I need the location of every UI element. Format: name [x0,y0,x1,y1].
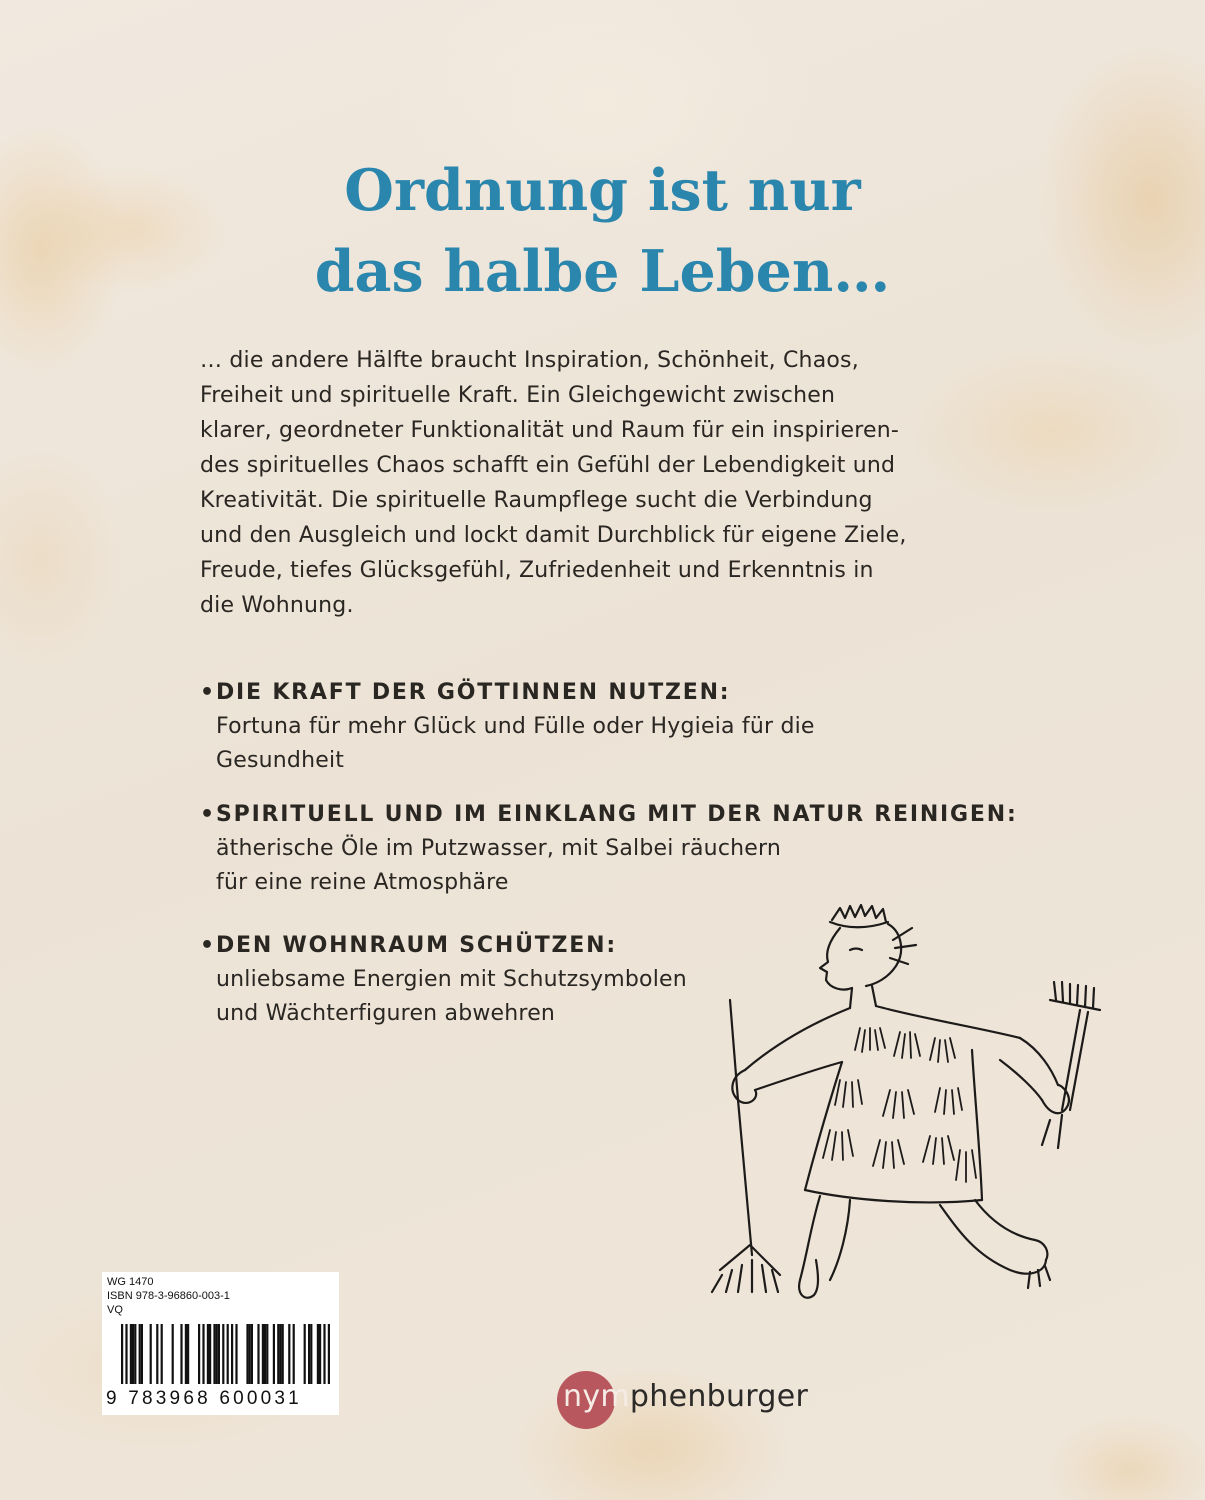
intro-line: Kreativität. Die spirituelle Raumpflege sucht die Verbindung [200,488,873,513]
barcode-bar [213,1324,215,1384]
barcode-label [102,1272,339,1415]
barcode-bar [264,1324,266,1384]
barcode-bar [130,1324,132,1384]
barcode-bar [257,1324,259,1384]
barcode-bar [282,1324,284,1384]
intro-line: und den Ausgleich und lockt damit Durchblick für eigene Ziele, [200,523,907,548]
headline-line-1: Ordnung ist nur [344,157,861,224]
barcode-bar [235,1324,237,1384]
bullet-goddesses [200,676,1020,778]
barcode-bar [266,1324,268,1384]
bullet-text: und Wächterfiguren abwehren [216,1001,556,1026]
barcode-bar [209,1324,211,1384]
barcode-bar [180,1324,182,1384]
barcode-bar [156,1324,158,1384]
barcode-bar [308,1324,310,1384]
intro-line: klarer, geordneter Funktionalität und Raum für ein inspirieren- [200,418,900,443]
barcode-bar [323,1324,325,1384]
bullet-dot: • [200,680,216,705]
logo-text-part: phenburger [629,1379,809,1414]
intro-line: Freude, tiefes Glücksgefühl, Zufriedenheit und Erkenntnis in [200,558,874,583]
bullet-text: ätherische Öle im Putzwasser, mit Salbei räuchern [216,836,781,861]
barcode-wg: WG 1470 [107,1276,154,1288]
barcode-bar [319,1324,321,1384]
bullet-text: Gesundheit [216,748,345,773]
goddess-illustration [690,900,1110,1330]
barcode-bar [231,1324,233,1384]
barcode-bar [202,1324,204,1384]
barcode-bar [227,1324,229,1384]
barcode-bar [134,1324,136,1384]
barcode-bar [150,1324,152,1384]
barcode-bar [249,1324,251,1384]
bullet-title: DIE KRAFT DER GÖTTINNEN NUTZEN: [216,680,731,705]
barcode-bar [310,1324,312,1384]
barcode-bar [304,1324,306,1384]
barcode-bar [273,1324,275,1384]
headline-line-2: das halbe Leben… [314,238,891,305]
barcode-bar [207,1324,209,1384]
bullet-text: unliebsame Energien mit Schutzsymbolen [216,967,687,992]
barcode-bar [141,1324,143,1384]
barcode-bar [246,1324,248,1384]
barcode-vq: VQ [107,1304,123,1316]
publisher-logo [557,1371,857,1431]
barcode-bar [125,1324,127,1384]
bullet-dot: • [200,802,216,827]
barcode-bar [222,1324,224,1384]
barcode-bar [172,1324,174,1384]
intro-paragraph [200,343,1000,623]
headline [0,150,1205,312]
barcode-bar [328,1324,330,1384]
bullet-title: DEN WOHNRAUM SCHÜTZEN: [216,933,617,958]
bullet-dot: • [200,933,216,958]
barcode-number: 9 783968 600031 [106,1388,302,1409]
barcode-bar [277,1324,279,1384]
barcode-bar [218,1324,220,1384]
bullet-text: Fortuna für mehr Glück und Fülle oder Hygieia für die [216,714,815,739]
intro-line: des spirituelles Chaos schafft ein Gefühl der Lebendigkeit und [200,453,896,478]
barcode-bar [139,1324,141,1384]
intro-line: Freiheit und spirituelle Kraft. Ein Gleichgewicht zwischen [200,383,836,408]
bullet-text: für eine reine Atmosphäre [216,870,509,895]
bullet-cleaning [200,798,1020,900]
barcode-bar [185,1324,187,1384]
logo-text-part: ny [563,1379,601,1414]
barcode-bar [317,1324,319,1384]
barcode [107,1324,335,1386]
barcode-bar [293,1324,295,1384]
barcode-bar [216,1324,218,1384]
barcode-bar [132,1324,134,1384]
barcode-isbn: ISBN 978-3-96860-003-1 [107,1290,230,1302]
barcode-bar [279,1324,281,1384]
barcode-bar [187,1324,189,1384]
barcode-bar [121,1324,123,1384]
intro-line: die Wohnung. [200,593,354,618]
barcode-bar [198,1324,200,1384]
barcode-bar [251,1324,253,1384]
barcode-bar [161,1324,163,1384]
intro-line: … die andere Hälfte braucht Inspiration, Schönheit, Chaos, [200,348,859,373]
barcode-bar [262,1324,264,1384]
bullet-title: SPIRITUELL UND IM EINKLANG MIT DER NATUR REINIGEN: [216,802,1018,827]
logo-text-part: m [600,1379,630,1414]
barcode-bar [288,1324,290,1384]
